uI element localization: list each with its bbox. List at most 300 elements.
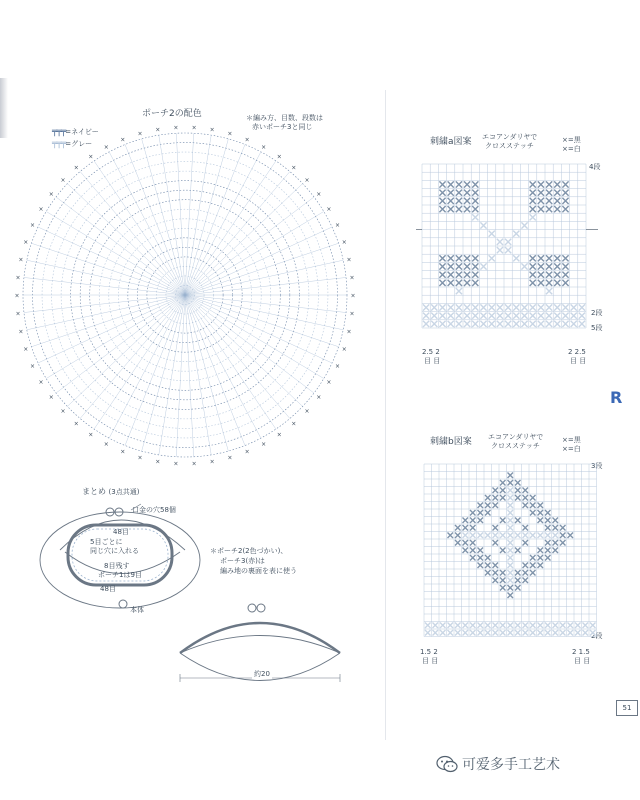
cross-stitch [448,630,454,636]
cross-stitch [478,503,484,509]
edge-stitch-mark: × [15,310,21,318]
cross-stitch [485,563,491,569]
edge-stitch-mark: × [291,420,297,428]
round-spoke [185,172,290,295]
cross-stitch [464,198,470,204]
cross-stitch [448,198,454,204]
cross-stitch [448,321,454,327]
cross-stitch [560,630,566,636]
cross-stitch [515,623,521,629]
round-spoke [185,227,332,295]
cross-stitch [579,304,585,310]
cross-stitch [575,623,581,629]
cross-stitch [439,190,445,196]
chart-a-right-unit: 目 目 [570,357,587,365]
cross-stitch [538,255,544,261]
reverse-note-line1: ＊ポーチ2(2色づかい)、 [210,547,288,555]
cross-stitch [553,623,559,629]
cross-stitch [554,181,560,187]
cross-stitch [464,255,470,261]
cross-stitch [431,321,437,327]
cross-stitch [508,563,514,569]
chart-a-left-numbers: 2.5 2 [422,348,440,356]
cross-stitch [523,563,529,569]
edge-stitch-mark: × [349,310,355,318]
cross-stitch [493,570,499,576]
cross-stitch [448,206,454,212]
cross-stitch [470,548,476,554]
cross-stitch [472,272,478,278]
cross-stitch [546,321,552,327]
cross-stitch [472,280,478,286]
edge-stitch-mark: × [244,448,250,456]
cross-stitch [493,623,499,629]
cross-stitch [425,623,431,629]
cross-stitch [553,525,559,531]
cross-stitch [554,190,560,196]
cross-stitch [545,518,551,524]
edge-stitch-mark: × [23,238,29,246]
edge-stitch-mark: × [191,124,197,132]
cross-stitch [554,321,560,327]
cross-stitch [456,280,462,286]
cross-stitch [448,272,454,278]
cross-stitch [493,488,499,494]
cross-stitch [508,503,514,509]
cross-stitch [456,181,462,187]
cross-stitch [545,623,551,629]
cross-stitch [455,630,461,636]
cross-stitch [505,313,511,319]
cross-stitch [500,518,506,524]
cross-stitch [560,525,566,531]
cross-stitch [515,585,521,591]
edge-stitch-mark: × [18,328,24,336]
edge-stitch-mark: × [23,346,29,354]
cross-stitch [500,585,506,591]
cross-stitch [515,630,521,636]
round-spoke [31,295,185,347]
edge-stitch-mark: × [334,363,340,371]
round-spoke [185,133,194,295]
cross-stitch [560,533,566,539]
leftover-line1: 8目残す [104,562,130,570]
cross-stitch [508,548,514,554]
edge-stitch-mark: × [346,256,352,264]
round-spoke [109,295,185,438]
cross-stitch [472,255,478,261]
edge-stitch-mark: × [316,394,322,402]
chart-b-key-light: ×=白 [562,445,581,453]
cross-stitch [448,263,454,269]
cross-stitch [464,313,470,319]
cross-stitch [590,623,596,629]
cross-stitch [554,272,560,278]
cross-stitch [538,510,544,516]
cross-stitch [538,272,544,278]
cross-stitch [464,321,470,327]
cross-stitch [500,578,506,584]
cross-stitch [463,630,469,636]
finished-pouch-drawing [170,598,350,708]
round-spoke [185,243,339,295]
cross-stitch [480,313,486,319]
cross-stitch [554,198,560,204]
round-spoke [31,243,185,295]
cross-stitch [456,198,462,204]
cross-stitch [497,304,503,310]
cross-stitch [515,495,521,501]
cross-stitch [538,630,544,636]
cross-stitch [515,518,521,524]
cross-stitch [545,555,551,561]
chart-a-thread-line2: クロスステッチ [485,142,534,150]
cross-stitch [456,263,462,269]
edge-stitch-mark: × [88,431,94,439]
cross-stitch [508,495,514,501]
chart-b-mid-row: 2段 [591,632,603,640]
cross-stitch [478,555,484,561]
cross-stitch [575,630,581,636]
cross-stitch [508,488,514,494]
cross-stitch [470,525,476,531]
reverse-note-line3: 編み地の裏面を表に使う [220,567,297,575]
cross-stitch [538,190,544,196]
cross-stitch [521,263,527,269]
cross-stitch [546,206,552,212]
cross-stitch [562,190,568,196]
edge-stitch-mark: × [15,274,21,282]
cross-stitch [508,555,514,561]
cross-stitch [530,206,536,212]
cross-stitch [553,540,559,546]
edge-stitch-mark: × [120,136,126,144]
round-spoke [185,295,332,363]
edge-stitch-mark: × [227,454,233,462]
round-spoke [46,295,185,379]
inside-line2: 同じ穴に入れる [90,547,139,555]
chart-b-thread-line2: クロスステッチ [491,442,540,450]
round-spoke [185,152,261,295]
wechat-icon [436,755,458,773]
cross-stitch [485,503,491,509]
cross-stitch [423,321,429,327]
cross-stitch [478,623,484,629]
edge-stitch-mark: × [276,431,282,439]
matome-heading [82,487,139,497]
cross-stitch [562,263,568,269]
round-spoke [185,184,303,295]
cross-stitch [470,540,476,546]
pouch2-note-line2: 赤いポーチ3と同じ [252,123,313,131]
cross-stitch [538,623,544,629]
cross-stitch [456,321,462,327]
cross-stitch [579,321,585,327]
cross-stitch [560,540,566,546]
cross-stitch [568,533,574,539]
cross-stitch [478,563,484,569]
cross-stitch [530,570,536,576]
cross-stitch [497,247,503,253]
cross-stitch [500,495,506,501]
cross-stitch [439,313,445,319]
cross-stitch [538,548,544,554]
cross-stitch [478,533,484,539]
cross-stitch [530,533,536,539]
edge-stitch-mark: × [60,408,66,416]
cross-stitch [554,313,560,319]
edge-stitch-mark: × [103,440,109,448]
cross-stitch [497,239,503,245]
edge-stitch-mark: × [276,153,282,161]
cross-stitch [562,321,568,327]
cross-stitch [523,495,529,501]
cross-stitch [456,206,462,212]
chart-a-grid [416,158,601,348]
cross-stitch [538,206,544,212]
cross-stitch [530,623,536,629]
cross-stitch [545,525,551,531]
cross-stitch [489,255,495,261]
cross-stitch [562,206,568,212]
cross-stitch [493,578,499,584]
cross-stitch [562,181,568,187]
cross-stitch [478,518,484,524]
cross-stitch [472,181,478,187]
cross-stitch [513,321,519,327]
cross-stitch [538,518,544,524]
cross-stitch [464,190,470,196]
cross-stitch [538,304,544,310]
round-spoke [176,133,185,295]
cross-stitch [538,533,544,539]
cross-stitch [448,280,454,286]
cross-stitch [521,313,527,319]
cross-stitch [425,630,431,636]
chart-a-title: 刺繍a図案 [430,137,472,147]
cross-stitch [523,578,529,584]
edge-stitch-mark: × [73,420,79,428]
cross-stitch [562,255,568,261]
cross-stitch [508,578,514,584]
edge-stitch-mark: × [137,130,143,138]
edge-stitch-mark: × [291,164,297,172]
pouch2-title: ポーチ2の配色 [142,109,202,119]
cross-stitch [478,548,484,554]
round-spoke [38,295,185,363]
cross-stitch [439,181,445,187]
cross-stitch [505,304,511,310]
cross-stitch [439,263,445,269]
chart-b-right-unit: 目 目 [574,657,591,665]
round-spoke [80,172,185,295]
cross-stitch [521,222,527,228]
cross-stitch [530,503,536,509]
cross-stitch [530,313,536,319]
chart-a-stitches [416,163,601,328]
cross-stitch [470,555,476,561]
edge-stitch-mark: × [304,408,310,416]
cross-stitch [505,321,511,327]
cross-stitch [439,321,445,327]
cross-stitch [463,548,469,554]
chart-a-thread-line1: エコアンダリヤで [482,133,538,141]
cross-stitch [489,231,495,237]
cross-stitch [493,503,499,509]
round-spoke [185,277,346,295]
cross-stitch [590,630,596,636]
cross-stitch [521,321,527,327]
chart-a-mid-row: 2段 [591,309,603,317]
cross-stitch [508,525,514,531]
cross-stitch [545,533,551,539]
cross-stitch [480,222,486,228]
cross-stitch [463,525,469,531]
round-spoke [185,295,339,347]
cross-stitch [530,181,536,187]
cross-stitch [472,263,478,269]
cross-stitch [546,304,552,310]
page-binding-shadow [0,78,8,138]
cross-stitch [538,280,544,286]
cross-stitch [538,503,544,509]
chart-b-grid [418,458,603,648]
cross-stitch [513,255,519,261]
edge-stitch-mark: × [155,126,161,134]
chart-b-left-numbers: 1.5 2 [420,648,438,656]
leftover-line2: ポーチ1は9目 [98,571,142,579]
cross-stitch [545,510,551,516]
bottom-count: 48目 [100,585,116,593]
cross-stitch [470,533,476,539]
edge-stitch-mark: × [155,458,161,466]
cross-stitch [523,533,529,539]
cross-stitch [500,630,506,636]
pouch2-round-chart [10,120,360,470]
cross-stitch [439,280,445,286]
cross-stitch [553,630,559,636]
cross-stitch [515,570,521,576]
cross-stitch [500,570,506,576]
chart-a-right-numbers: 2 2.5 [568,348,586,356]
cross-stitch [530,563,536,569]
cross-stitch [530,198,536,204]
cross-stitch [515,480,521,486]
chart-b-thread-line1: エコアンダリヤで [488,433,544,441]
cross-stitch [470,518,476,524]
cross-stitch [508,630,514,636]
top-count: 48目 [113,528,129,536]
chart-a-left-unit: 目 目 [424,357,441,365]
cross-stitch [523,540,529,546]
cross-stitch [508,593,514,599]
cross-stitch [530,630,536,636]
cross-stitch [530,321,536,327]
cross-stitch [448,181,454,187]
cross-stitch [500,488,506,494]
inside-line1: 5目ごとに [90,538,123,546]
cross-stitch [464,304,470,310]
chart-b-top-row: 3段 [591,462,603,470]
cross-stitch [456,190,462,196]
cross-stitch [546,288,552,294]
edge-stitch-mark: × [304,176,310,184]
cross-stitch [530,510,536,516]
cross-stitch [480,304,486,310]
legend-label-navy: =ネイビー [65,127,99,136]
cross-stitch [493,630,499,636]
cross-stitch [554,255,560,261]
round-spoke [185,295,194,457]
cross-stitch [485,623,491,629]
edge-stitch-mark: × [349,274,355,282]
cross-stitch [554,304,560,310]
cross-stitch [530,280,536,286]
cross-stitch [554,280,560,286]
cross-stitch [464,280,470,286]
cross-stitch [546,255,552,261]
cross-stitch [448,623,454,629]
edge-stitch-mark: × [38,205,44,213]
cross-stitch [530,495,536,501]
edge-stitch-mark: × [103,144,109,152]
round-spoke [24,277,185,295]
round-spoke [38,227,185,295]
edge-stitch-mark: × [350,292,356,300]
cross-stitch [546,280,552,286]
edge-stitch-mark: × [209,458,215,466]
edge-stitch-mark: × [326,205,332,213]
cross-stitch [464,263,470,269]
round-spoke [185,295,290,418]
edge-stitch-mark: × [191,460,197,468]
cross-stitch [448,533,454,539]
cross-stitch [439,206,445,212]
navy-stitch-icon: ╤╤╤ [52,127,66,137]
cross-stitch [448,304,454,310]
cross-stitch [562,198,568,204]
cross-stitch [489,321,495,327]
reverse-note-line2: ポーチ3(赤)は [220,557,265,565]
cross-stitch [439,272,445,278]
cross-stitch [472,321,478,327]
edge-stitch-mark: × [48,190,54,198]
cross-stitch [456,255,462,261]
cross-stitch [485,570,491,576]
cross-stitch [439,198,445,204]
cross-stitch [546,272,552,278]
cross-stitch [455,623,461,629]
cross-stitch [464,181,470,187]
cross-stitch [500,480,506,486]
cross-stitch [456,288,462,294]
cross-stitch [463,540,469,546]
cross-stitch [497,321,503,327]
cross-stitch [480,263,486,269]
cross-stitch [515,488,521,494]
cross-stitch [448,190,454,196]
cross-stitch [571,313,577,319]
cross-stitch [440,630,446,636]
cross-stitch [480,321,486,327]
matome-title: まとめ [82,487,106,496]
cross-stitch [571,304,577,310]
cross-stitch [464,272,470,278]
legend-label-gray: =グレー [65,139,93,148]
cross-stitch [546,190,552,196]
cross-stitch [530,304,536,310]
cross-stitch [472,214,478,220]
